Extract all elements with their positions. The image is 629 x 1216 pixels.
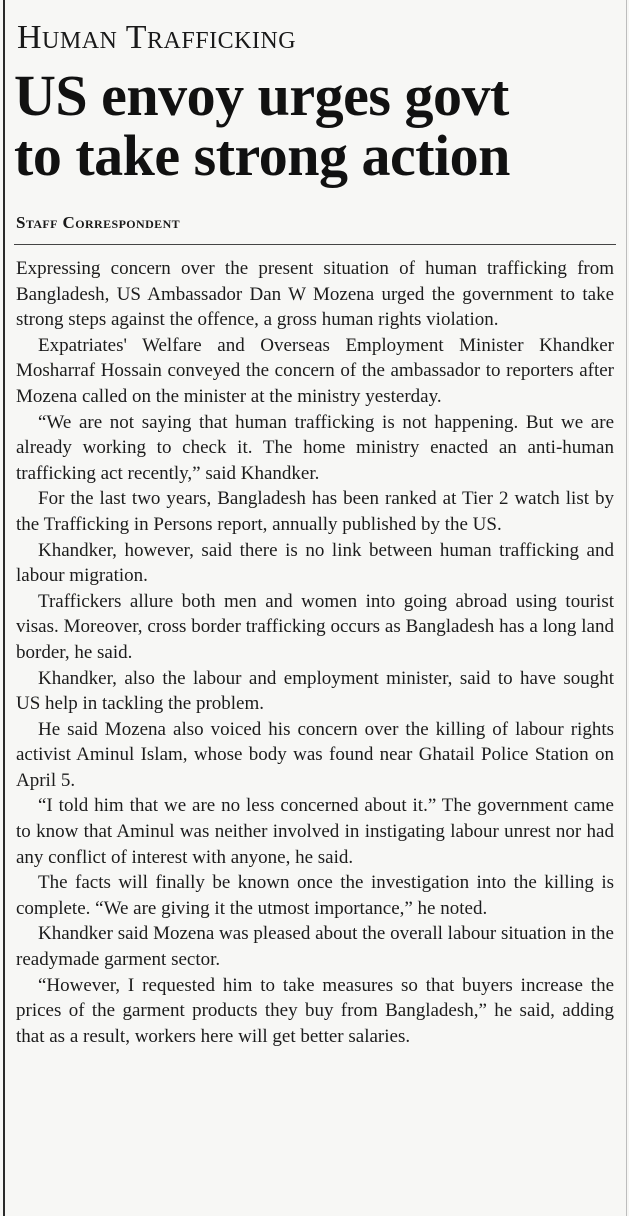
column-rule-left	[3, 0, 5, 1216]
paragraph: The facts will finally be known once the investigation into the killing is complete. “We are giving it the utmost importance,” he noted.	[16, 872, 614, 919]
section-kicker: Human Trafficking	[17, 19, 297, 56]
column-rule-right	[626, 0, 627, 1216]
paragraph: Traffickers allure both men and women into going abroad using tourist visas. Moreover, cross border trafficking occurs as Bangladesh has a long land border, he said.	[16, 590, 614, 663]
paragraph: “However, I requested him to take measures so that buyers increase the prices of the garment products they buy from Bangladesh,” he said, adding that as a result, workers here will get better salaries.	[16, 974, 614, 1047]
paragraph: Khandker, also the labour and employment minister, said to have sought US help in tackling the problem.	[16, 667, 614, 715]
headline	[14, 63, 614, 188]
paragraph: Khandker, however, said there is no link between human trafficking and labour migration.	[16, 539, 614, 587]
paragraph: He said Mozena also voiced his concern over the killing of labour rights activist Aminul Islam, whose body was found near Ghatail Police Station on April 5.	[16, 718, 614, 791]
paragraph: Expressing concern over the present situation of human trafficking from Bangladesh, US Ambassador Dan W Mozena urged the government to take strong steps against the offence, a gross human rights violation.	[16, 258, 614, 331]
headline-line-1: US envoy urges govt	[14, 63, 509, 128]
byline-divider	[14, 244, 616, 245]
paragraph: “I told him that we are no less concerned about it.” The government came to know that Aminul was neither involved in instigating labour unrest nor had any conflict of interest with anyone, he said.	[16, 795, 614, 868]
paragraph: Khandker said Mozena was pleased about the overall labour situation in the readymade garment sector.	[16, 923, 614, 971]
paragraph: For the last two years, Bangladesh has been ranked at Tier 2 watch list by the Trafficking in Persons report, annually published by the US.	[16, 488, 614, 535]
byline: Staff Correspondent	[16, 213, 181, 232]
article-body	[16, 256, 614, 1049]
paragraph: “We are not saying that human trafficking is not happening. But we are already working to check it. The home ministry enacted an anti-human trafficking act recently,” said Khandker.	[16, 411, 614, 484]
paragraph: Expatriates' Welfare and Overseas Employment Minister Khandker Mosharraf Hossain conveyed the concern of the ambassador to reporters after Mozena called on the minister at the ministry yesterday.	[16, 334, 614, 407]
headline-line-2: to take strong action	[14, 123, 510, 188]
